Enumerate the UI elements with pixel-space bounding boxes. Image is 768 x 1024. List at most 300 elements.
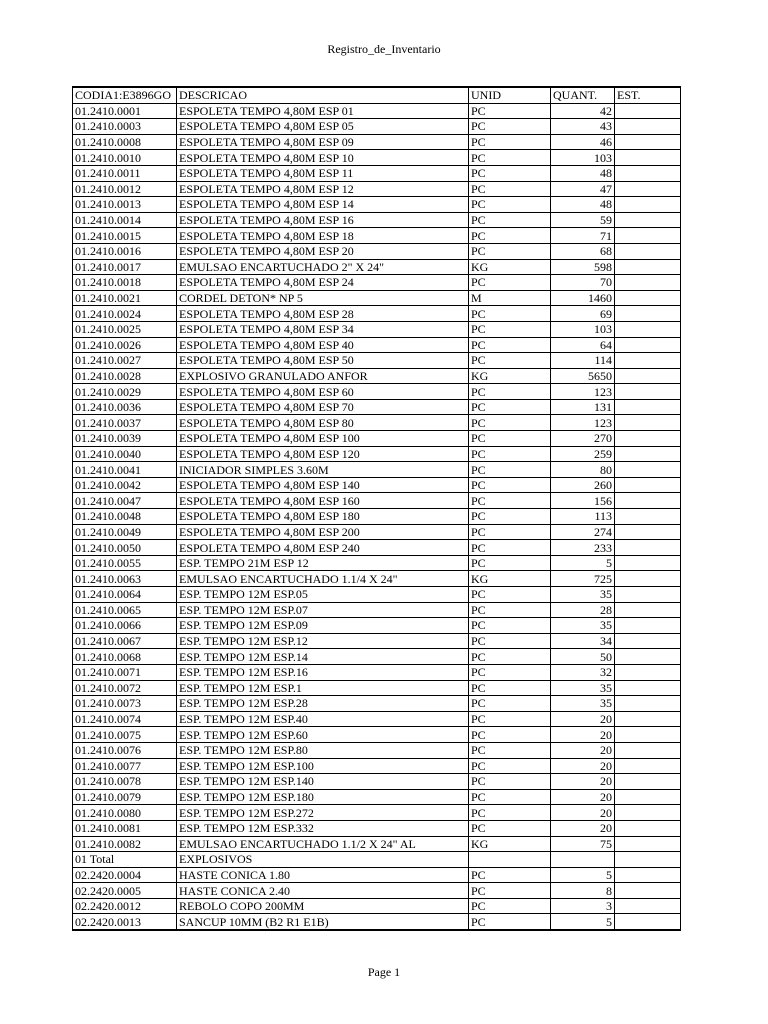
cell-est [615, 477, 681, 493]
cell-code: 01.2410.0081 [73, 820, 177, 836]
cell-description: ESPOLETA TEMPO 4,80M ESP 240 [177, 540, 469, 556]
cell-quantity: 35 [551, 680, 615, 696]
table-row [73, 898, 681, 914]
cell-code: 01.2410.0013 [73, 197, 177, 213]
cell-description: REBOLO COPO 200MM [177, 898, 469, 914]
table-row [73, 649, 681, 665]
cell-est [615, 368, 681, 384]
table-row [73, 134, 681, 150]
table-row [73, 103, 681, 119]
cell-est [615, 711, 681, 727]
cell-quantity: 5 [551, 555, 615, 571]
cell-quantity: 123 [551, 384, 615, 400]
cell-code: 01.2410.0039 [73, 431, 177, 447]
table-row [73, 275, 681, 291]
cell-quantity: 5 [551, 867, 615, 883]
cell-description: ESP. TEMPO 12M ESP.140 [177, 774, 469, 790]
cell-quantity: 35 [551, 587, 615, 603]
cell-unit: PC [469, 867, 551, 883]
cell-code: 01.2410.0012 [73, 181, 177, 197]
cell-unit: PC [469, 633, 551, 649]
cell-code: 01.2410.0015 [73, 228, 177, 244]
cell-est [615, 119, 681, 135]
cell-code: 01.2410.0048 [73, 509, 177, 525]
cell-quantity: 59 [551, 212, 615, 228]
table-row [73, 197, 681, 213]
cell-code: 01.2410.0079 [73, 789, 177, 805]
cell-description: HASTE CONICA 2.40 [177, 883, 469, 899]
table-row [73, 867, 681, 883]
cell-est [615, 883, 681, 899]
cell-description: SANCUP 10MM (B2 R1 E1B) [177, 914, 469, 930]
cell-quantity: 32 [551, 664, 615, 680]
table-row [73, 524, 681, 540]
cell-est [615, 212, 681, 228]
cell-description: ESPOLETA TEMPO 4,80M ESP 24 [177, 275, 469, 291]
cell-unit: PC [469, 228, 551, 244]
cell-quantity: 103 [551, 321, 615, 337]
cell-description: ESPOLETA TEMPO 4,80M ESP 18 [177, 228, 469, 244]
table-row [73, 602, 681, 618]
cell-code: 01.2410.0029 [73, 384, 177, 400]
cell-quantity: 20 [551, 805, 615, 821]
cell-description: EXPLOSIVO GRANULADO ANFOR [177, 368, 469, 384]
cell-est [615, 571, 681, 587]
cell-code: 02.2420.0012 [73, 898, 177, 914]
cell-est [615, 524, 681, 540]
cell-est [615, 228, 681, 244]
header-est: EST. [615, 87, 681, 103]
cell-unit: PC [469, 353, 551, 369]
cell-code: 01.2410.0078 [73, 774, 177, 790]
cell-description: ESPOLETA TEMPO 4,80M ESP 10 [177, 150, 469, 166]
cell-quantity: 156 [551, 493, 615, 509]
cell-est [615, 165, 681, 181]
cell-description: ESP. TEMPO 12M ESP.09 [177, 618, 469, 634]
table-row [73, 321, 681, 337]
cell-est [615, 789, 681, 805]
cell-est [615, 664, 681, 680]
cell-code: 01.2410.0028 [73, 368, 177, 384]
cell-quantity: 259 [551, 446, 615, 462]
cell-code: 01.2410.0072 [73, 680, 177, 696]
cell-est [615, 181, 681, 197]
cell-quantity: 274 [551, 524, 615, 540]
cell-est [615, 914, 681, 930]
header-quantity: QUANT. [551, 87, 615, 103]
cell-code: 01.2410.0018 [73, 275, 177, 291]
cell-quantity: 43 [551, 119, 615, 135]
cell-unit: PC [469, 197, 551, 213]
cell-description: ESPOLETA TEMPO 4,80M ESP 11 [177, 165, 469, 181]
cell-unit: PC [469, 415, 551, 431]
cell-code: 01.2410.0073 [73, 696, 177, 712]
cell-code: 01.2410.0017 [73, 259, 177, 275]
cell-quantity: 3 [551, 898, 615, 914]
table-row [73, 914, 681, 930]
cell-unit: PC [469, 509, 551, 525]
cell-description: EMULSAO ENCARTUCHADO 2" X 24" [177, 259, 469, 275]
cell-code: 01.2410.0016 [73, 243, 177, 259]
cell-est [615, 446, 681, 462]
cell-description: ESPOLETA TEMPO 4,80M ESP 14 [177, 197, 469, 213]
cell-description: ESPOLETA TEMPO 4,80M ESP 20 [177, 243, 469, 259]
cell-unit: PC [469, 555, 551, 571]
cell-description: ESPOLETA TEMPO 4,80M ESP 12 [177, 181, 469, 197]
cell-unit: PC [469, 711, 551, 727]
table-row [73, 633, 681, 649]
cell-quantity: 48 [551, 197, 615, 213]
cell-quantity: 35 [551, 696, 615, 712]
cell-est [615, 399, 681, 415]
cell-quantity: 64 [551, 337, 615, 353]
cell-code: 02.2420.0004 [73, 867, 177, 883]
cell-code: 01.2410.0040 [73, 446, 177, 462]
table-row [73, 399, 681, 415]
cell-quantity: 47 [551, 181, 615, 197]
cell-code: 01.2410.0050 [73, 540, 177, 556]
cell-description: ESP. TEMPO 12M ESP.12 [177, 633, 469, 649]
cell-unit: PC [469, 774, 551, 790]
cell-est [615, 852, 681, 868]
table-row [73, 368, 681, 384]
cell-code: 01.2410.0071 [73, 664, 177, 680]
cell-quantity: 69 [551, 306, 615, 322]
cell-unit: PC [469, 446, 551, 462]
cell-unit: PC [469, 727, 551, 743]
cell-est [615, 275, 681, 291]
cell-code: 01.2410.0027 [73, 353, 177, 369]
cell-quantity: 725 [551, 571, 615, 587]
cell-est [615, 103, 681, 119]
table-header-row [73, 87, 681, 103]
cell-code: 01.2410.0063 [73, 571, 177, 587]
cell-est [615, 602, 681, 618]
cell-quantity: 20 [551, 758, 615, 774]
cell-code: 01.2410.0049 [73, 524, 177, 540]
table-row [73, 477, 681, 493]
cell-unit: PC [469, 477, 551, 493]
cell-description: ESPOLETA TEMPO 4,80M ESP 60 [177, 384, 469, 400]
cell-code: 01.2410.0001 [73, 103, 177, 119]
cell-unit: PC [469, 150, 551, 166]
cell-unit: PC [469, 212, 551, 228]
table-row [73, 680, 681, 696]
cell-unit: PC [469, 587, 551, 603]
table-row [73, 181, 681, 197]
cell-quantity: 131 [551, 399, 615, 415]
cell-unit: PC [469, 384, 551, 400]
cell-code: 01.2410.0068 [73, 649, 177, 665]
cell-description: ESPOLETA TEMPO 4,80M ESP 140 [177, 477, 469, 493]
cell-description: EMULSAO ENCARTUCHADO 1.1/4 X 24" [177, 571, 469, 587]
cell-unit: KG [469, 836, 551, 852]
cell-quantity: 20 [551, 727, 615, 743]
cell-code: 01.2410.0064 [73, 587, 177, 603]
cell-est [615, 462, 681, 478]
cell-unit: PC [469, 321, 551, 337]
cell-unit: PC [469, 524, 551, 540]
cell-est [615, 540, 681, 556]
cell-description: ESP. TEMPO 12M ESP.272 [177, 805, 469, 821]
cell-est [615, 649, 681, 665]
cell-description: EMULSAO ENCARTUCHADO 1.1/2 X 24" AL [177, 836, 469, 852]
cell-unit: PC [469, 898, 551, 914]
table-row [73, 415, 681, 431]
cell-description: ESPOLETA TEMPO 4,80M ESP 34 [177, 321, 469, 337]
cell-unit: PC [469, 493, 551, 509]
table-row [73, 493, 681, 509]
cell-code: 01.2410.0036 [73, 399, 177, 415]
table-row [73, 150, 681, 166]
cell-quantity: 50 [551, 649, 615, 665]
cell-code: 01.2410.0042 [73, 477, 177, 493]
cell-quantity: 114 [551, 353, 615, 369]
table-row [73, 555, 681, 571]
cell-description: ESPOLETA TEMPO 4,80M ESP 180 [177, 509, 469, 525]
cell-unit: PC [469, 883, 551, 899]
table-row [73, 805, 681, 821]
table-row [73, 571, 681, 587]
cell-description: ESPOLETA TEMPO 4,80M ESP 28 [177, 306, 469, 322]
table-row [73, 852, 681, 868]
cell-code: 01.2410.0047 [73, 493, 177, 509]
cell-unit: PC [469, 742, 551, 758]
cell-unit: PC [469, 540, 551, 556]
cell-quantity: 28 [551, 602, 615, 618]
table-row [73, 337, 681, 353]
cell-code: 01.2410.0026 [73, 337, 177, 353]
cell-description: ESPOLETA TEMPO 4,80M ESP 05 [177, 119, 469, 135]
cell-unit: PC [469, 134, 551, 150]
cell-est [615, 758, 681, 774]
table-row [73, 758, 681, 774]
cell-est [615, 867, 681, 883]
cell-description: ESP. TEMPO 12M ESP.100 [177, 758, 469, 774]
cell-unit [469, 852, 551, 868]
cell-unit: PC [469, 758, 551, 774]
cell-code: 01.2410.0055 [73, 555, 177, 571]
cell-code: 01.2410.0082 [73, 836, 177, 852]
cell-description: ESPOLETA TEMPO 4,80M ESP 16 [177, 212, 469, 228]
cell-est [615, 742, 681, 758]
header-unit: UNID [469, 87, 551, 103]
cell-est [615, 384, 681, 400]
cell-unit: KG [469, 259, 551, 275]
cell-quantity: 71 [551, 228, 615, 244]
cell-unit: PC [469, 275, 551, 291]
cell-code: 01.2410.0067 [73, 633, 177, 649]
cell-est [615, 431, 681, 447]
cell-unit: PC [469, 680, 551, 696]
cell-unit: PC [469, 119, 551, 135]
cell-quantity: 20 [551, 789, 615, 805]
table-row [73, 789, 681, 805]
cell-description: ESPOLETA TEMPO 4,80M ESP 100 [177, 431, 469, 447]
cell-est [615, 633, 681, 649]
cell-code: 01.2410.0003 [73, 119, 177, 135]
cell-est [615, 243, 681, 259]
cell-unit: PC [469, 337, 551, 353]
cell-quantity: 35 [551, 618, 615, 634]
table-row [73, 446, 681, 462]
cell-quantity: 598 [551, 259, 615, 275]
table-row [73, 462, 681, 478]
cell-quantity: 8 [551, 883, 615, 899]
cell-code: 01.2410.0014 [73, 212, 177, 228]
cell-description: ESP. TEMPO 12M ESP.28 [177, 696, 469, 712]
table-row [73, 836, 681, 852]
table-row [73, 259, 681, 275]
cell-description: HASTE CONICA 1.80 [177, 867, 469, 883]
cell-est [615, 587, 681, 603]
cell-est [615, 805, 681, 821]
cell-quantity: 5650 [551, 368, 615, 384]
cell-code: 02.2420.0013 [73, 914, 177, 930]
cell-unit: KG [469, 571, 551, 587]
cell-code: 01 Total [73, 852, 177, 868]
cell-description: ESP. TEMPO 12M ESP.07 [177, 602, 469, 618]
cell-quantity: 1460 [551, 290, 615, 306]
cell-unit: PC [469, 181, 551, 197]
table-row [73, 384, 681, 400]
cell-code: 01.2410.0075 [73, 727, 177, 743]
cell-unit: PC [469, 103, 551, 119]
cell-quantity: 20 [551, 711, 615, 727]
cell-quantity: 20 [551, 820, 615, 836]
cell-description: ESP. TEMPO 12M ESP.14 [177, 649, 469, 665]
cell-est [615, 493, 681, 509]
table-body [73, 103, 681, 930]
cell-est [615, 836, 681, 852]
cell-unit: PC [469, 462, 551, 478]
cell-est [615, 820, 681, 836]
cell-est [615, 259, 681, 275]
cell-quantity: 113 [551, 509, 615, 525]
cell-code: 01.2410.0074 [73, 711, 177, 727]
cell-quantity: 48 [551, 165, 615, 181]
table-row [73, 742, 681, 758]
cell-description: ESPOLETA TEMPO 4,80M ESP 70 [177, 399, 469, 415]
cell-est [615, 321, 681, 337]
cell-code: 01.2410.0037 [73, 415, 177, 431]
cell-quantity: 68 [551, 243, 615, 259]
table-row [73, 243, 681, 259]
table-row [73, 587, 681, 603]
header-description: DESCRICAO [177, 87, 469, 103]
cell-quantity: 80 [551, 462, 615, 478]
cell-description: ESP. TEMPO 12M ESP.05 [177, 587, 469, 603]
cell-description: ESPOLETA TEMPO 4,80M ESP 40 [177, 337, 469, 353]
table-row [73, 711, 681, 727]
cell-quantity: 103 [551, 150, 615, 166]
cell-quantity: 46 [551, 134, 615, 150]
cell-description: ESPOLETA TEMPO 4,80M ESP 01 [177, 103, 469, 119]
table-row [73, 212, 681, 228]
cell-description: ESP. TEMPO 12M ESP.40 [177, 711, 469, 727]
cell-description: ESPOLETA TEMPO 4,80M ESP 09 [177, 134, 469, 150]
cell-quantity: 20 [551, 774, 615, 790]
cell-quantity: 123 [551, 415, 615, 431]
table-row [73, 540, 681, 556]
cell-quantity [551, 852, 615, 868]
cell-unit: PC [469, 664, 551, 680]
cell-code: 01.2410.0065 [73, 602, 177, 618]
cell-unit: PC [469, 399, 551, 415]
cell-description: ESPOLETA TEMPO 4,80M ESP 160 [177, 493, 469, 509]
cell-quantity: 260 [551, 477, 615, 493]
cell-est [615, 290, 681, 306]
cell-code: 01.2410.0080 [73, 805, 177, 821]
table-row [73, 820, 681, 836]
table-row [73, 696, 681, 712]
table-row [73, 618, 681, 634]
cell-est [615, 680, 681, 696]
cell-est [615, 727, 681, 743]
cell-code: 01.2410.0041 [73, 462, 177, 478]
cell-est [615, 415, 681, 431]
cell-quantity: 34 [551, 633, 615, 649]
cell-est [615, 618, 681, 634]
cell-unit: PC [469, 306, 551, 322]
cell-unit: M [469, 290, 551, 306]
cell-quantity: 5 [551, 914, 615, 930]
cell-quantity: 70 [551, 275, 615, 291]
cell-description: ESPOLETA TEMPO 4,80M ESP 120 [177, 446, 469, 462]
table-row [73, 165, 681, 181]
table-row [73, 306, 681, 322]
table-row [73, 509, 681, 525]
cell-description: ESP. TEMPO 12M ESP.332 [177, 820, 469, 836]
cell-description: ESP. TEMPO 12M ESP.1 [177, 680, 469, 696]
cell-unit: PC [469, 649, 551, 665]
cell-quantity: 75 [551, 836, 615, 852]
cell-quantity: 233 [551, 540, 615, 556]
table-row [73, 727, 681, 743]
cell-unit: PC [469, 914, 551, 930]
cell-code: 01.2410.0021 [73, 290, 177, 306]
cell-code: 01.2410.0076 [73, 742, 177, 758]
cell-code: 01.2410.0077 [73, 758, 177, 774]
cell-description: ESPOLETA TEMPO 4,80M ESP 80 [177, 415, 469, 431]
cell-unit: PC [469, 165, 551, 181]
cell-unit: PC [469, 789, 551, 805]
cell-unit: PC [469, 696, 551, 712]
cell-unit: PC [469, 243, 551, 259]
cell-est [615, 197, 681, 213]
cell-description: ESP. TEMPO 12M ESP.180 [177, 789, 469, 805]
document-title: Registro_de_Inventario [327, 42, 441, 56]
cell-code: 01.2410.0066 [73, 618, 177, 634]
cell-code: 02.2420.0005 [73, 883, 177, 899]
cell-unit: KG [469, 368, 551, 384]
header-code: CODIA1:E3896GO [73, 87, 177, 103]
cell-description: ESPOLETA TEMPO 4,80M ESP 50 [177, 353, 469, 369]
cell-quantity: 270 [551, 431, 615, 447]
cell-est [615, 509, 681, 525]
cell-description: EXPLOSIVOS [177, 852, 469, 868]
cell-est [615, 150, 681, 166]
cell-unit: PC [469, 820, 551, 836]
cell-quantity: 42 [551, 103, 615, 119]
table-row [73, 774, 681, 790]
inventory-table [72, 86, 681, 931]
cell-description: ESP. TEMPO 12M ESP.60 [177, 727, 469, 743]
cell-est [615, 134, 681, 150]
cell-description: INICIADOR SIMPLES 3.60M [177, 462, 469, 478]
cell-code: 01.2410.0010 [73, 150, 177, 166]
cell-description: ESP. TEMPO 12M ESP.80 [177, 742, 469, 758]
